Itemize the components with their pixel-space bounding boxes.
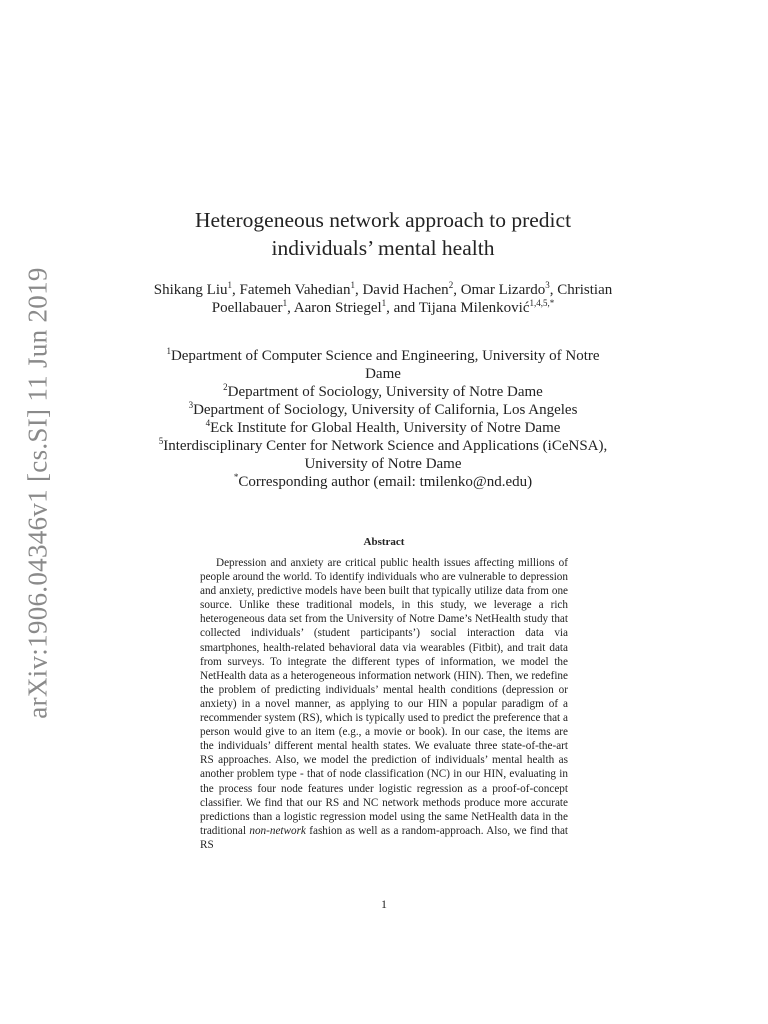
paper-title: [150, 206, 616, 262]
title-line-2: individuals’ mental health: [271, 236, 495, 260]
page-number: 1: [381, 897, 387, 911]
arxiv-identifier: arXiv:1906.04346v1 [cs.SI] 11 Jun 2019: [22, 267, 53, 719]
affiliation-list: [150, 347, 616, 491]
author: Omar Lizardo$^3$,: [460, 280, 558, 298]
abstract-text: Depression and anxiety are critical public health issues affecting millions of people around the world. To identify individuals who are vulnerable to depression and anxiety, predictive models have been built that typically utilize data from one source. Unlike these traditional models, in this study, we leverage a rich heterogeneous data set from the University of Notre Dame’s NetHealth study that collected individuals’ (student participants’) social interaction data via smartphones, health-related behavioral data via wearables (Fitbit), and trait data from surveys. To integrate the different types of information, we model the NetHealth data as a heterogeneous information network (HIN). Then, we redefine the problem of predicting individuals’ mental health conditions (depression or anxiety) in a novel manner, as applying to our HIN a popular paradigm of a recommender system (RS), which is typically used to predict the preference that a person would give to an item (e.g., a movie or book). In our case, the items are the individuals’ different mental health states. We evaluate three state-of-the-art RS approaches. Also, we model the prediction of individuals’ mental health as another problem type - that of node classification (NC) in our HIN, evaluating in the process four node features under logistic regression as a proof-of-concept classifier. We find that our RS and NC network methods produce more accurate predictions than a logistic regression model using the same NetHealth data in the traditional non-network fashion as well as a random-approach. Also, we find that RS: [200, 557, 569, 851]
title-line-1: Heterogeneous network approach to predict: [194, 208, 572, 232]
author: Shikang Liu$^1$,: [153, 280, 240, 298]
affiliation: $^2$Department of Sociology, University of Notre Dame: [223, 382, 543, 400]
affiliation: $^3$Department of Sociology, University of California, Los Angeles: [188, 400, 578, 418]
affiliation: $^4$Eck Institute for Global Health, University of Notre Dame: [205, 418, 561, 436]
abstract-heading: Abstract: [363, 536, 405, 548]
author: David Hachen$^2$,: [362, 280, 461, 298]
emphasis-non-network: non-network: [249, 824, 306, 837]
author: Christian Poellabauer$^1$,: [211, 282, 613, 316]
author: Fatemeh Vahedian$^1$,: [239, 280, 363, 298]
affiliation: $^1$Department of Computer Science and Engineering, University of Notre Dame: [166, 346, 600, 382]
author: Tijana Milenković$^{1,4,5,*}$: [418, 298, 555, 316]
corresponding-author: *Corresponding author (email: tmilenko@nd.edu): [233, 472, 533, 490]
author: Aaron Striegel$^1$, and: [293, 298, 419, 316]
author-list: [150, 281, 616, 317]
affiliation: $^5$Interdisciplinary Center for Network Science and Applications (iCeNSA), University of Notre Dame: [158, 436, 608, 472]
